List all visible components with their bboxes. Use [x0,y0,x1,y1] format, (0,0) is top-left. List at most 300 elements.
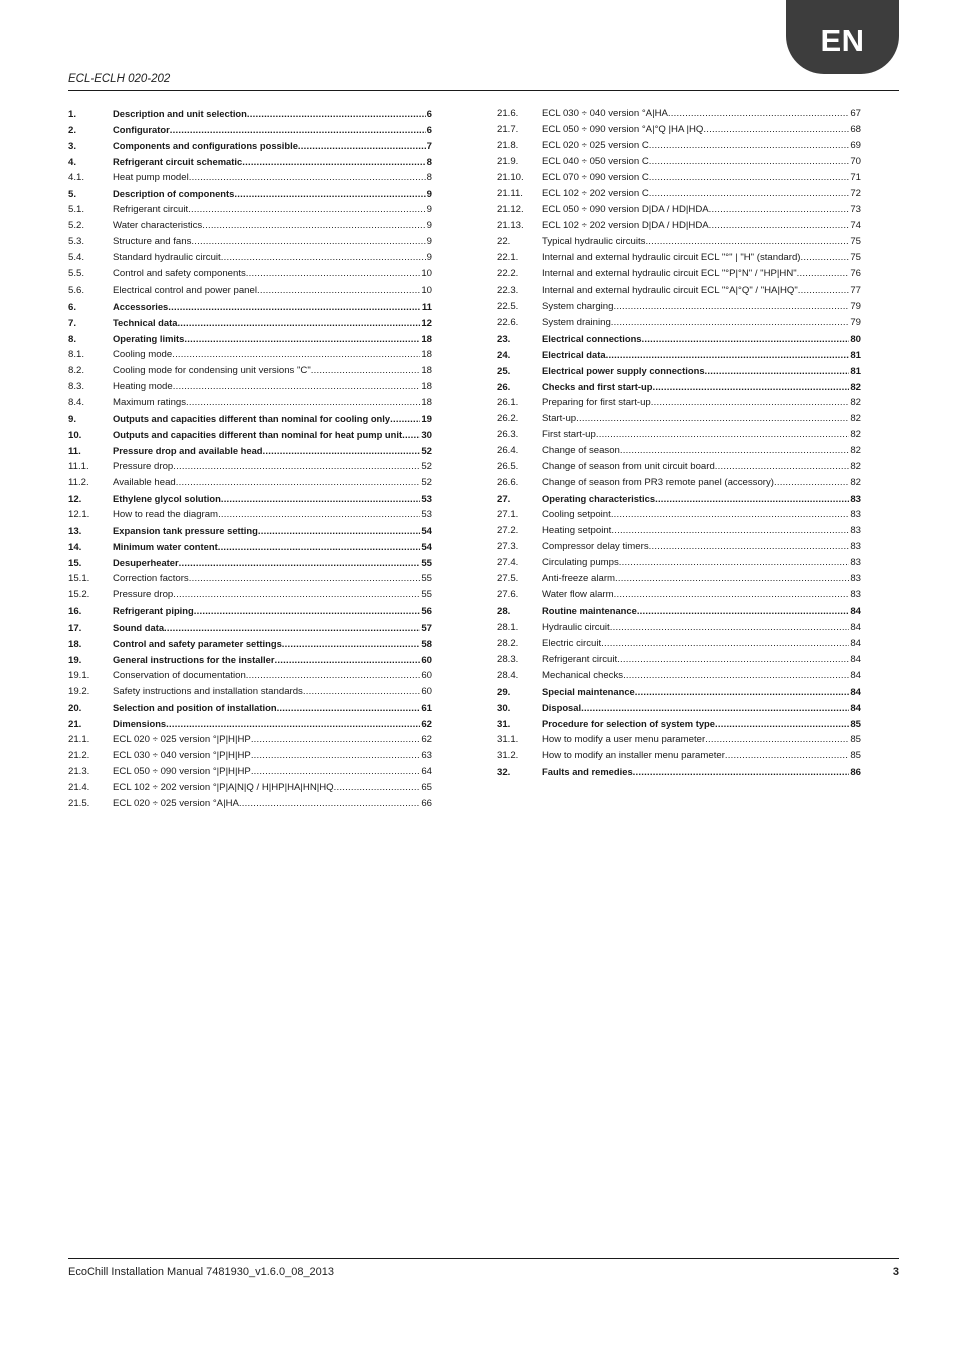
toc-entry-page: 10 [421,268,432,280]
toc-entry-title: Configurator [113,124,170,136]
toc-entry[interactable] [68,571,432,587]
toc-entry-title: Minimum water content [113,541,218,553]
toc-entry-page: 12 [421,317,432,329]
toc-entry-page: 62 [421,718,432,730]
toc-leader-dots [613,299,849,315]
toc-entry[interactable] [497,603,861,619]
toc-entry-page: 85 [850,749,861,761]
toc-leader-dots [247,107,426,123]
toc-entry[interactable] [497,684,861,700]
toc-leader-dots [258,524,420,540]
toc-entry-page: 84 [850,606,861,618]
toc-entry[interactable] [68,764,432,780]
toc-entry-page: 63 [421,749,432,761]
toc-entry[interactable] [497,283,861,299]
toc-entry-title: ECL 020 ÷ 025 version C [542,140,649,152]
toc-entry-title: Internal and external hydraulic circuit ECL "°P|°N" / "HP|HN" [542,268,797,280]
toc-entry[interactable] [68,331,432,347]
toc-leader-dots [798,283,850,299]
toc-entry[interactable] [68,315,432,331]
toc-entry-title: Heating mode [113,380,173,392]
toc-entry-number: 31. [497,718,511,730]
toc-entry-title: Conservation of documentation [113,669,246,681]
toc-entry-page: 70 [850,156,861,168]
toc-entry-title: Desuperheater [113,557,179,569]
toc-leader-dots [191,234,425,250]
toc-entry-title: Compressor delay timers [542,541,649,553]
toc-entry-page: 11 [421,301,432,313]
toc-entry[interactable] [68,507,432,523]
toc-entry-number: 5.3. [68,236,85,248]
toc-entry-page: 80 [850,333,861,345]
toc-entry[interactable] [497,154,861,170]
toc-entry[interactable] [497,764,861,780]
toc-entry-page: 85 [850,733,861,745]
toc-entry-title: Routine maintenance [542,605,637,617]
toc-entry-page: 66 [421,798,432,810]
toc-entry[interactable] [68,491,432,507]
toc-entry[interactable] [68,539,432,555]
toc-leader-dots [645,234,849,250]
toc-entry-page: 83 [850,573,861,585]
toc-entry-page: 57 [421,622,432,634]
toc-entry-number: 26.4. [497,444,519,456]
toc-entry[interactable] [497,202,861,218]
toc-entry-page: 82 [850,444,861,456]
toc-entry[interactable] [68,780,432,796]
toc-entry[interactable] [68,603,432,619]
toc-entry-title: Cooling mode [113,348,173,360]
toc-leader-dots [581,701,849,717]
toc-entry-title: Faults and remedies [542,765,633,777]
toc-leader-dots [637,604,850,620]
toc-entry[interactable] [68,186,432,202]
toc-entry[interactable] [497,138,861,154]
toc-entry-number: 21.5. [68,798,90,810]
toc-entry-page: 79 [850,316,861,328]
toc-entry-title: Heat pump model [113,172,189,184]
footer-page-number: 3 [892,1266,899,1278]
toc-entry-title: First start-up [542,428,596,440]
toc-entry-title: Electrical data [542,348,606,360]
toc-entry-title: Standard hydraulic circuit [113,252,221,264]
toc-entry-page: 65 [421,781,432,793]
toc-entry[interactable] [497,732,861,748]
toc-entry-number: 8.3. [68,380,85,392]
toc-entry-number: 21.2. [68,749,90,761]
toc-entry-title: How to read the diagram [113,509,219,521]
toc-entry-number: 22. [497,236,511,248]
toc-entry-number: 15.2. [68,589,90,601]
toc-leader-dots [334,780,421,796]
footer-manual-title: EcoChill Installation Manual 7481930_v1.6.0_08_2013 [68,1266,335,1278]
toc-entry-page: 76 [850,268,861,280]
toc-entry-number: 21.13. [497,220,524,232]
toc-entry-page: 72 [850,188,861,200]
toc-entry[interactable] [497,587,861,603]
toc-entry[interactable] [68,250,432,266]
toc-entry[interactable] [497,234,861,250]
toc-entry-title: System draining [542,316,611,328]
toc-entry[interactable] [497,186,861,202]
toc-entry-title: General instructions for the installer [113,653,275,665]
toc-entry-number: 19.1. [68,669,90,681]
toc-leader-dots [652,380,849,396]
toc-leader-dots [179,556,421,572]
toc-entry-number: 27. [497,494,511,506]
toc-leader-dots [611,315,850,331]
toc-entry-number: 21.12. [497,204,524,216]
toc-leader-dots [251,748,421,764]
toc-entry-number: 5.2. [68,220,85,232]
toc-entry[interactable] [497,347,861,363]
toc-entry-number: 8. [68,333,77,345]
toc-leader-dots [649,154,850,170]
toc-leader-dots [635,685,850,701]
toc-entry-title: ECL 020 ÷ 025 version °|P|H|HP [113,733,251,745]
toc-leader-dots [619,555,850,571]
toc-entry-number: 24. [497,349,511,361]
toc-entry-page: 79 [850,300,861,312]
toc-entry-page: 54 [421,526,432,538]
toc-entry-number: 31.2. [497,749,519,761]
toc-entry-number: 21.4. [68,781,90,793]
toc-column-left [68,106,432,812]
toc-entry-title: How to modify a user menu parameter [542,733,706,745]
toc-leader-dots [797,266,850,282]
toc-entry[interactable] [68,587,432,603]
toc-leader-dots [402,428,420,444]
toc-entry-number: 21.6. [497,108,519,119]
toc-entry[interactable] [497,331,861,347]
toc-entry[interactable] [68,636,432,652]
toc-entry-title: Refrigerant piping [113,605,194,617]
toc-entry-number: 4. [68,157,77,169]
toc-entry-number: 28.3. [497,653,519,665]
toc-entry[interactable] [497,395,861,411]
toc-entry-page: 82 [850,428,861,440]
toc-entry[interactable] [68,202,432,218]
toc-entry-number: 23. [497,333,511,345]
toc-entry-page: 83 [850,509,861,521]
toc-leader-dots [715,717,849,733]
toc-entry[interactable] [68,523,432,539]
toc-entry-number: 26.2. [497,412,519,424]
toc-entry-title: Water flow alarm [542,589,614,601]
toc-entry-page: 84 [850,653,861,665]
toc-entry-number: 5.6. [68,284,85,296]
toc-leader-dots [774,475,849,491]
toc-entry-page: 84 [850,637,861,649]
toc-entry-title: Anti-freeze alarm [542,573,616,585]
toc-leader-dots [173,379,421,395]
toc-entry[interactable] [68,379,432,395]
toc-entry-page: 18 [421,380,432,392]
toc-entry[interactable] [68,668,432,684]
toc-entry[interactable] [68,395,432,411]
toc-leader-dots [705,732,849,748]
toc-entry[interactable] [68,106,432,122]
toc-entry-page: 60 [421,685,432,697]
toc-entry[interactable] [68,555,432,571]
toc-entry-number: 8.2. [68,364,85,376]
toc-leader-dots [596,427,849,443]
toc-entry-page: 9 [426,220,432,232]
toc-entry-title: Internal and external hydraulic circuit ECL "°" | "H" (standard) [542,252,801,264]
toc-entry-number: 12. [68,494,82,506]
toc-leader-dots [610,620,850,636]
toc-entry[interactable] [68,796,432,812]
toc-entry-title: Checks and first start-up [542,380,653,392]
toc-entry-title: Sound data [113,621,165,633]
toc-entry-number: 21.10. [497,172,524,184]
toc-entry-title: Dimensions [113,717,167,729]
toc-entry[interactable] [497,555,861,571]
toc-entry[interactable] [497,700,861,716]
toc-leader-dots [615,571,849,587]
toc-entry-title: How to modify an installer menu parameter [542,749,725,761]
toc-leader-dots [170,123,426,139]
toc-leader-dots [649,539,850,555]
toc-entry-page: 18 [421,396,432,408]
toc-entry-title: ECL 102 ÷ 202 version D|DA / HD|HDA [542,220,709,232]
toc-leader-dots [282,637,421,653]
toc-entry[interactable] [497,122,861,138]
toc-entry[interactable] [497,315,861,331]
toc-entry[interactable] [68,122,432,138]
toc-entry[interactable] [497,716,861,732]
toc-entry[interactable] [497,620,861,636]
toc-entry-title: Refrigerant circuit schematic [113,156,243,168]
toc-entry-page: 56 [421,606,432,618]
toc-entry[interactable] [497,218,861,234]
toc-entry-page: 74 [850,220,861,232]
toc-entry[interactable] [497,491,861,507]
toc-entry-page: 83 [850,494,861,506]
toc-entry-title: ECL 102 ÷ 202 version °|P|A|N|Q / H|HP|HA|HN|HQ [113,781,334,793]
toc-leader-dots [617,652,849,668]
toc-leader-dots [251,732,421,748]
toc-entry-number: 28.4. [497,669,519,681]
toc-entry-number: 27.3. [497,541,519,553]
toc-leader-dots [649,186,850,202]
toc-entry[interactable] [497,379,861,395]
toc-entry-number: 11. [68,445,81,457]
toc-leader-dots [172,347,420,363]
toc-leader-dots [649,170,850,186]
toc-leader-dots [263,444,421,460]
toc-entry-title: ECL 070 ÷ 090 version C [542,172,649,184]
toc-entry-page: 8 [426,172,432,184]
toc-entry-number: 16. [68,606,82,618]
toc-entry-page: 82 [850,381,861,393]
toc-entry-page: 58 [421,638,432,650]
toc-entry[interactable] [68,170,432,186]
toc-entry-title: Circulating pumps [542,557,619,569]
toc-leader-dots [623,668,849,684]
toc-entry-page: 77 [850,284,861,296]
toc-leader-dots [655,492,849,508]
toc-leader-dots [194,604,421,620]
toc-entry-title: Disposal [542,701,582,713]
toc-leader-dots [298,139,426,155]
toc-entry[interactable] [497,266,861,282]
toc-entry-title: Operating characteristics [542,493,656,505]
toc-entry[interactable] [497,427,861,443]
toc-entry-page: 83 [850,557,861,569]
toc-entry[interactable] [497,475,861,491]
toc-entry-page: 69 [850,140,861,152]
toc-entry[interactable] [68,427,432,443]
toc-entry-number: 8.4. [68,396,85,408]
toc-entry[interactable] [68,138,432,154]
toc-entry-number: 10. [68,429,82,441]
toc-entry[interactable] [497,668,861,684]
toc-entry-number: 7. [68,317,77,329]
toc-entry-number: 15.1. [68,573,90,585]
toc-entry[interactable] [497,299,861,315]
toc-entry-number: 28.1. [497,621,519,633]
toc-column-right [497,106,861,780]
toc-leader-dots [642,332,850,348]
toc-entry[interactable] [497,443,861,459]
toc-entry-title: Ethylene glycol solution [113,493,221,505]
toc-entry-number: 5.1. [68,204,85,216]
toc-entry-title: Operating limits [113,332,185,344]
toc-entry-number: 11.2. [68,477,89,489]
toc-entry-number: 26.1. [497,396,519,408]
toc-entry-title: Selection and position of installation [113,701,277,713]
toc-entry[interactable] [497,539,861,555]
toc-entry[interactable] [497,571,861,587]
toc-entry[interactable] [497,250,861,266]
toc-leader-dots [184,332,420,348]
toc-entry[interactable] [68,732,432,748]
toc-entry-number: 28.2. [497,637,519,649]
toc-entry-page: 86 [850,766,861,778]
toc-entry[interactable] [68,748,432,764]
toc-entry-title: Typical hydraulic circuits [542,236,646,248]
toc-entry-page: 84 [850,686,861,698]
toc-entry[interactable] [68,234,432,250]
toc-entry[interactable] [497,363,861,379]
toc-leader-dots [221,250,426,266]
toc-entry-title: Preparing for first start-up [542,396,651,408]
toc-entry-number: 25. [497,365,511,377]
toc-entry[interactable] [68,299,432,315]
toc-entry[interactable] [497,652,861,668]
toc-entry[interactable] [68,283,432,299]
toc-leader-dots [246,266,421,282]
toc-entry-number: 22.2. [497,268,519,280]
toc-entry-title: Special maintenance [542,685,635,697]
toc-entry-number: 21.1. [68,733,90,745]
toc-leader-dots [221,492,421,508]
toc-entry[interactable] [68,716,432,732]
toc-entry-page: 18 [421,348,432,360]
toc-entry-number: 31.1. [497,733,519,745]
toc-entry-title: ECL 030 ÷ 040 version °|P|H|HP [113,749,251,761]
toc-entry-number: 22.1. [497,252,519,264]
toc-entry-title: Expansion tank pressure setting [113,525,258,537]
toc-entry[interactable] [497,411,861,427]
toc-leader-dots [390,412,420,428]
toc-entry-number: 22.5. [497,300,519,312]
toc-entry[interactable] [68,459,432,475]
toc-entry-page: 82 [850,412,861,424]
toc-entry[interactable] [497,636,861,652]
toc-entry-number: 29. [497,686,511,698]
toc-entry[interactable] [68,443,432,459]
toc-entry-number: 26. [497,381,511,393]
toc-entry[interactable] [68,347,432,363]
toc-entry[interactable] [68,266,432,282]
toc-entry-page: 67 [850,108,861,119]
toc-entry[interactable] [68,218,432,234]
toc-entry-number: 12.1. [68,509,90,521]
toc-leader-dots [246,668,421,684]
toc-entry[interactable] [68,411,432,427]
toc-entry-number: 27.5. [497,573,519,585]
toc-entry-page: 55 [421,573,432,585]
toc-entry[interactable] [68,475,432,491]
toc-entry-title: Structure and fans [113,236,192,248]
toc-entry[interactable] [68,700,432,716]
toc-entry-number: 3. [68,141,77,153]
toc-entry-page: 75 [850,236,861,248]
toc-leader-dots [651,395,850,411]
toc-leader-dots [303,684,420,700]
toc-entry[interactable] [68,652,432,668]
toc-entry-number: 15. [68,558,82,570]
toc-entry[interactable] [497,170,861,186]
toc-entry-number: 27.2. [497,525,519,537]
toc-entry-page: 9 [426,189,432,201]
toc-entry-page: 73 [850,204,861,216]
toc-entry-number: 20. [68,702,82,714]
toc-leader-dots [275,653,421,669]
toc-entry[interactable] [497,523,861,539]
toc-entry[interactable] [497,507,861,523]
toc-leader-dots [239,796,420,812]
toc-leader-dots [620,443,849,459]
toc-entry[interactable] [497,106,861,122]
toc-leader-dots [614,587,850,603]
toc-entry[interactable] [68,154,432,170]
toc-entry-number: 9. [68,413,77,425]
toc-entry[interactable] [497,748,861,764]
toc-leader-dots [576,411,849,427]
toc-leader-dots [611,507,850,523]
toc-leader-dots [715,459,850,475]
toc-leader-dots [257,283,420,299]
toc-entry-title: Electric circuit [542,637,602,649]
toc-entry-number: 26.3. [497,428,519,440]
toc-entry-page: 85 [850,718,861,730]
toc-entry-title: Change of season from unit circuit board [542,461,715,473]
toc-entry-page: 64 [421,765,432,777]
toc-entry-page: 9 [426,204,432,216]
toc-entry[interactable] [497,459,861,475]
toc-entry-number: 27.6. [497,589,519,601]
toc-entry[interactable] [68,620,432,636]
toc-entry-number: 21.3. [68,765,90,777]
toc-entry[interactable] [68,684,432,700]
toc-leader-dots [168,300,421,316]
toc-leader-dots [166,717,420,733]
toc-entry-number: 21.7. [497,124,519,136]
toc-entry[interactable] [68,363,432,379]
